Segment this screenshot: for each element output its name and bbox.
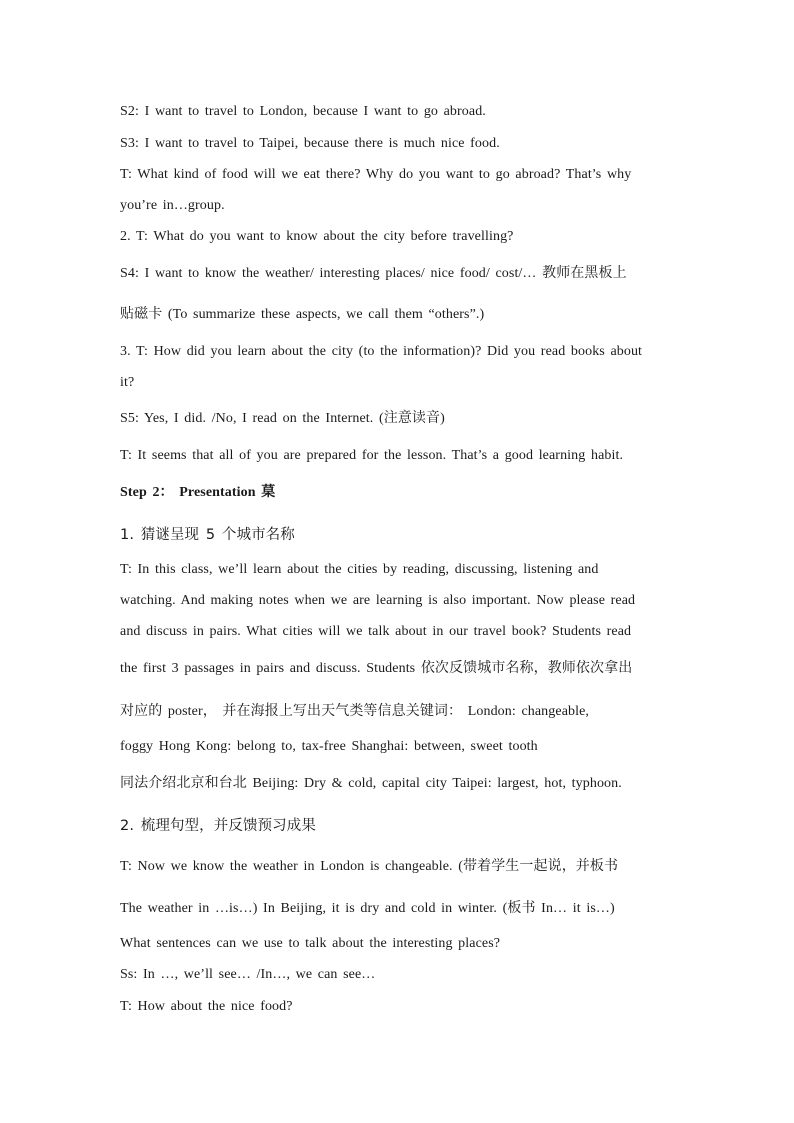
paragraph-line: 对应的 poster， 并在海报上写出天气类等信息关键词： London: changeable, [120, 704, 590, 719]
paragraph-line: The weather in …is…) In Beijing, it is dry and cold in winter. (板书 In… it is…) [120, 901, 615, 916]
paragraph-line: T: Now we know the weather in London is changeable. (带着学生一起说，并板书 [120, 859, 619, 874]
paragraph-line: watching. And making notes when we are learning is also important. Now please read [120, 593, 636, 608]
list-item-heading: 1. 猜谜呈现 5 个城市名称 [120, 527, 295, 543]
paragraph-line: and discuss in pairs. What cities will we talk about in our travel book? Students read [120, 624, 632, 639]
paragraph-line: foggy Hong Kong: belong to, tax-free Shanghai: between, sweet tooth [120, 739, 538, 754]
dialogue-line: T: It seems that all of you are prepared for the lesson. That’s a good learning habit. [120, 448, 624, 463]
dialogue-line: S4: I want to know the weather/ interesting places/ nice food/ cost/… 教师在黑板上 [120, 266, 627, 281]
section-heading: Step 2： Presentation 菒 [120, 485, 276, 500]
dialogue-line: 3. T: How did you learn about the city (to the information)? Did you read books about [120, 344, 643, 359]
paragraph-line: What sentences can we use to talk about the interesting places? [120, 936, 501, 951]
paragraph-line: T: In this class, we’ll learn about the cities by reading, discussing, listening and [120, 562, 599, 577]
dialogue-line: 贴磁卡 (To summarize these aspects, we call them “others”.) [120, 307, 485, 322]
dialogue-line: 2. T: What do you want to know about the city before travelling? [120, 229, 514, 244]
paragraph-line: 同法介绍北京和台北 Beijing: Dry & cold, capital city Taipei: largest, hot, typhoon. [120, 776, 622, 791]
dialogue-line: you’re in…group. [120, 198, 225, 213]
dialogue-line: T: How about the nice food? [120, 999, 293, 1014]
dialogue-line: S5: Yes, I did. /No, I read on the Internet. (注意读音) [120, 411, 445, 426]
dialogue-line: S3: I want to travel to Taipei, because there is much nice food. [120, 136, 500, 151]
paragraph-line: the first 3 passages in pairs and discuss. Students 依次反馈城市名称，教师依次拿出 [120, 661, 633, 676]
dialogue-line: T: What kind of food will we eat there? Why do you want to go abroad? That’s why [120, 167, 632, 182]
dialogue-line: it? [120, 375, 135, 390]
list-item-heading: 2. 梳理句型，并反馈预习成果 [120, 818, 316, 834]
dialogue-line: S2: I want to travel to London, because I want to go abroad. [120, 104, 486, 119]
dialogue-line: Ss: In …, we’ll see… /In…, we can see… [120, 967, 376, 982]
